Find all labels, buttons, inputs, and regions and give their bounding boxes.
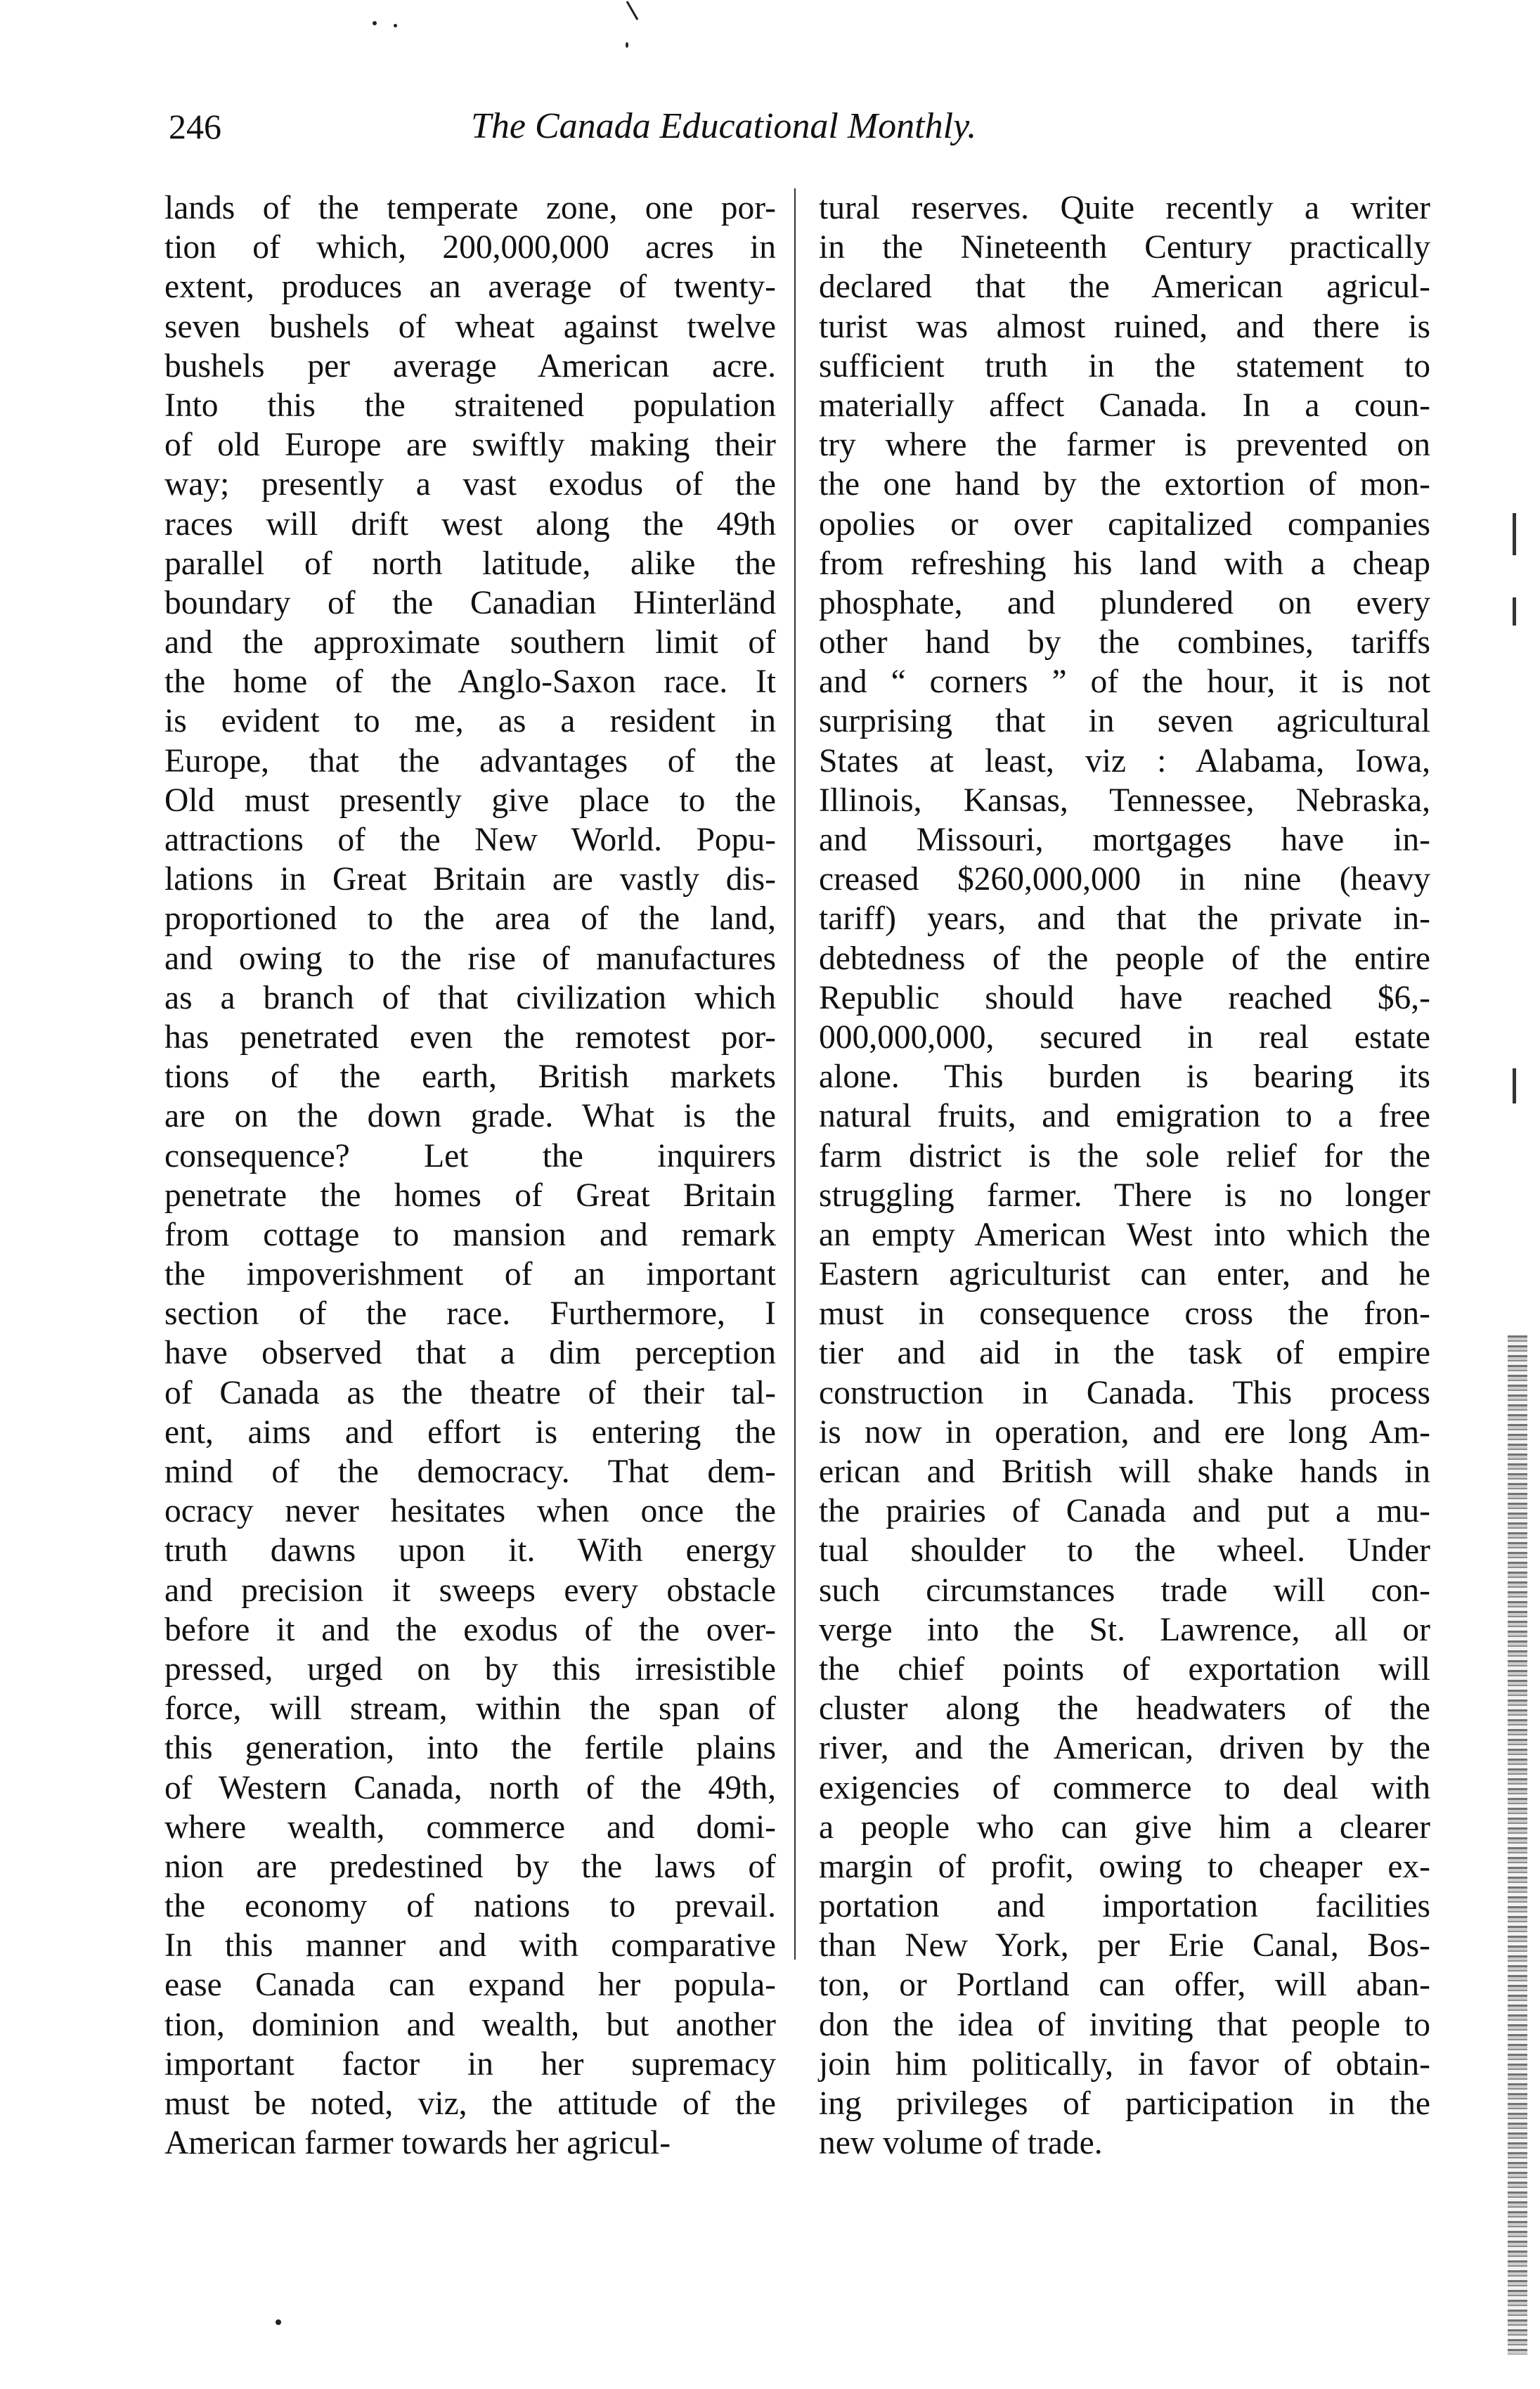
text-line: Eastern agriculturist can enter, and he bbox=[819, 1256, 1430, 1293]
text-line: consequence? Let the inquirers bbox=[164, 1137, 776, 1174]
text-line: declared that the American agricul- bbox=[819, 268, 1430, 306]
text-line: and the approximate southern limit of bbox=[164, 624, 776, 661]
text-line: tual shoulder to the wheel. Under bbox=[819, 1532, 1430, 1569]
text-line: and “ corners ” of the hour, it is not bbox=[819, 663, 1430, 701]
text-line: other hand by the combines, tariffs bbox=[819, 624, 1430, 661]
text-line: new volume of trade. bbox=[819, 2125, 1103, 2162]
text-line: lations in Great Britain are vastly dis- bbox=[164, 861, 776, 898]
text-line: Republic should have reached $6,- bbox=[819, 979, 1430, 1016]
text-line: seven bushels of wheat against twelve bbox=[164, 308, 776, 345]
text-line: ease Canada can expand her popula- bbox=[164, 1967, 776, 2004]
scan-edge-mark bbox=[1513, 597, 1516, 626]
left-text-column bbox=[164, 188, 776, 2163]
scan-speck bbox=[626, 1, 639, 20]
scan-speck bbox=[373, 21, 377, 25]
text-line: of Canada as the theatre of their tal- bbox=[164, 1374, 776, 1411]
text-line: are on the down grade. What is the bbox=[164, 1098, 776, 1135]
text-line: Into this the straitened population bbox=[164, 387, 776, 424]
scan-edge-mark bbox=[1513, 513, 1516, 555]
text-line: opolies or over capitalized companies bbox=[819, 505, 1430, 543]
page-header bbox=[169, 105, 1153, 162]
text-line: proportioned to the area of the land, bbox=[164, 900, 776, 938]
text-line: tion, dominion and wealth, but another bbox=[164, 2006, 776, 2043]
text-line: ing privileges of participation in the bbox=[819, 2085, 1430, 2122]
text-line: nion are predestined by the laws of bbox=[164, 1848, 776, 1885]
text-line: than New York, per Erie Canal, Bos- bbox=[819, 1927, 1430, 1964]
text-line: debtedness of the people of the entire bbox=[819, 940, 1430, 977]
text-line: ocracy never hesitates when once the bbox=[164, 1493, 776, 1530]
text-line: States at least, viz : Alabama, Iowa, bbox=[819, 742, 1430, 779]
text-line: extent, produces an average of twenty- bbox=[164, 268, 776, 306]
text-line: In this manner and with comparative bbox=[164, 1927, 776, 1964]
text-line: such circumstances trade will con- bbox=[819, 1572, 1430, 1609]
text-line: alone. This burden is bearing its bbox=[819, 1058, 1430, 1096]
text-line: ent, aims and effort is entering the bbox=[164, 1413, 776, 1451]
text-line: tions of the earth, British markets bbox=[164, 1058, 776, 1096]
text-line: surprising that in seven agricultural bbox=[819, 703, 1430, 740]
text-line: lands of the temperate zone, one por- bbox=[164, 190, 776, 226]
text-line: erican and British will shake hands in bbox=[819, 1454, 1430, 1490]
text-line: from refreshing his land with a cheap bbox=[819, 545, 1430, 582]
text-line: the one hand by the extortion of mon- bbox=[819, 466, 1430, 503]
text-line: force, will stream, within the span of bbox=[164, 1690, 776, 1728]
text-line: tural reserves. Quite recently a writer bbox=[819, 190, 1430, 226]
text-line: bushels per average American acre. bbox=[164, 347, 776, 384]
text-line: don the idea of inviting that people to bbox=[819, 2006, 1430, 2043]
text-line: farm district is the sole relief for the bbox=[819, 1137, 1430, 1174]
text-line: pressed, urged on by this irresistible bbox=[164, 1650, 776, 1688]
text-line: turist was almost ruined, and there is bbox=[819, 308, 1430, 345]
text-line: verge into the St. Lawrence, all or bbox=[819, 1611, 1430, 1648]
text-line: must be noted, viz, the attitude of the bbox=[164, 2085, 776, 2122]
text-line: tion of which, 200,000,000 acres in bbox=[164, 229, 776, 266]
text-line: this generation, into the fertile plains bbox=[164, 1730, 776, 1767]
text-line: construction in Canada. This process bbox=[819, 1374, 1430, 1411]
text-line: parallel of north latitude, alike the bbox=[164, 545, 776, 582]
text-line: and precision it sweeps every obstacle bbox=[164, 1572, 776, 1609]
text-line: the home of the Anglo-Saxon race. It bbox=[164, 663, 776, 701]
text-line: Europe, that the advantages of the bbox=[164, 742, 776, 779]
text-line: the impoverishment of an important bbox=[164, 1256, 776, 1293]
text-line: ton, or Portland can offer, will aban- bbox=[819, 1967, 1430, 2004]
text-line: important factor in her supremacy bbox=[164, 2045, 776, 2083]
text-line: the economy of nations to prevail. bbox=[164, 1888, 776, 1925]
text-line: penetrate the homes of Great Britain bbox=[164, 1177, 776, 1214]
text-line: margin of profit, owing to cheaper ex- bbox=[819, 1848, 1430, 1885]
scan-speck bbox=[394, 24, 397, 27]
text-line: is now in operation, and ere long Am- bbox=[819, 1413, 1430, 1451]
column-divider bbox=[794, 188, 796, 1960]
text-line: river, and the American, driven by the bbox=[819, 1730, 1430, 1767]
text-line: creased $260,000,000 in nine (heavy bbox=[819, 861, 1430, 898]
text-line: natural fruits, and emigration to a free bbox=[819, 1098, 1430, 1135]
text-line: and owing to the rise of manufactures bbox=[164, 940, 776, 977]
text-line: boundary of the Canadian Hinterländ bbox=[164, 584, 776, 621]
text-line: in the Nineteenth Century practically bbox=[819, 229, 1430, 266]
text-line: 000,000,000, secured in real estate bbox=[819, 1018, 1430, 1056]
text-line: and Missouri, mortgages have in- bbox=[819, 822, 1430, 858]
text-line: mind of the democracy. That dem- bbox=[164, 1454, 776, 1490]
text-line: the prairies of Canada and put a mu- bbox=[819, 1493, 1430, 1530]
text-line: a people who can give him a clearer bbox=[819, 1808, 1430, 1846]
text-line: portation and importation facilities bbox=[819, 1888, 1430, 1925]
text-line: exigencies of commerce to deal with bbox=[819, 1769, 1430, 1806]
text-line: of Western Canada, north of the 49th, bbox=[164, 1769, 776, 1806]
text-line: materially affect Canada. In a coun- bbox=[819, 387, 1430, 424]
page-number: 246 bbox=[169, 107, 221, 146]
text-line: must in consequence cross the fron- bbox=[819, 1295, 1430, 1333]
text-line: where wealth, commerce and domi- bbox=[164, 1808, 776, 1846]
text-line: have observed that a dim perception bbox=[164, 1335, 776, 1372]
text-line: Illinois, Kansas, Tennessee, Nebraska, bbox=[819, 782, 1430, 819]
text-line: struggling farmer. There is no longer bbox=[819, 1177, 1430, 1214]
running-title: The Canada Educational Monthly. bbox=[471, 106, 977, 146]
text-line: of old Europe are swiftly making their bbox=[164, 427, 776, 464]
text-line: tariff) years, and that the private in- bbox=[819, 900, 1430, 938]
text-line: before it and the exodus of the over- bbox=[164, 1611, 776, 1648]
scan-speck bbox=[626, 42, 628, 48]
text-line: attractions of the New World. Popu- bbox=[164, 822, 776, 858]
text-line: join him politically, in favor of obtain- bbox=[819, 2045, 1430, 2083]
text-line: truth dawns upon it. With energy bbox=[164, 1532, 776, 1569]
text-line: try where the farmer is prevented on bbox=[819, 427, 1430, 464]
text-line: cluster along the headwaters of the bbox=[819, 1690, 1430, 1728]
text-line: way; presently a vast exodus of the bbox=[164, 466, 776, 503]
scan-edge-mark bbox=[1513, 1068, 1516, 1103]
text-line: Old must presently give place to the bbox=[164, 782, 776, 819]
text-line: from cottage to mansion and remark bbox=[164, 1216, 776, 1253]
text-line: as a branch of that civilization which bbox=[164, 979, 776, 1016]
text-line: is evident to me, as a resident in bbox=[164, 703, 776, 740]
scan-speck bbox=[276, 2319, 281, 2325]
right-text-column bbox=[819, 188, 1430, 2163]
text-line: races will drift west along the 49th bbox=[164, 505, 776, 543]
text-line: tier and aid in the task of empire bbox=[819, 1335, 1430, 1372]
text-line: the chief points of exportation will bbox=[819, 1650, 1430, 1688]
text-line: an empty American West into which the bbox=[819, 1216, 1430, 1253]
text-line: has penetrated even the remotest por- bbox=[164, 1018, 776, 1056]
text-line: section of the race. Furthermore, I bbox=[164, 1295, 776, 1333]
scan-edge-shadow bbox=[1508, 1335, 1527, 2355]
text-line: sufficient truth in the statement to bbox=[819, 347, 1430, 384]
text-line: phosphate, and plundered on every bbox=[819, 584, 1430, 621]
text-line: American farmer towards her agricul- bbox=[164, 2125, 671, 2162]
